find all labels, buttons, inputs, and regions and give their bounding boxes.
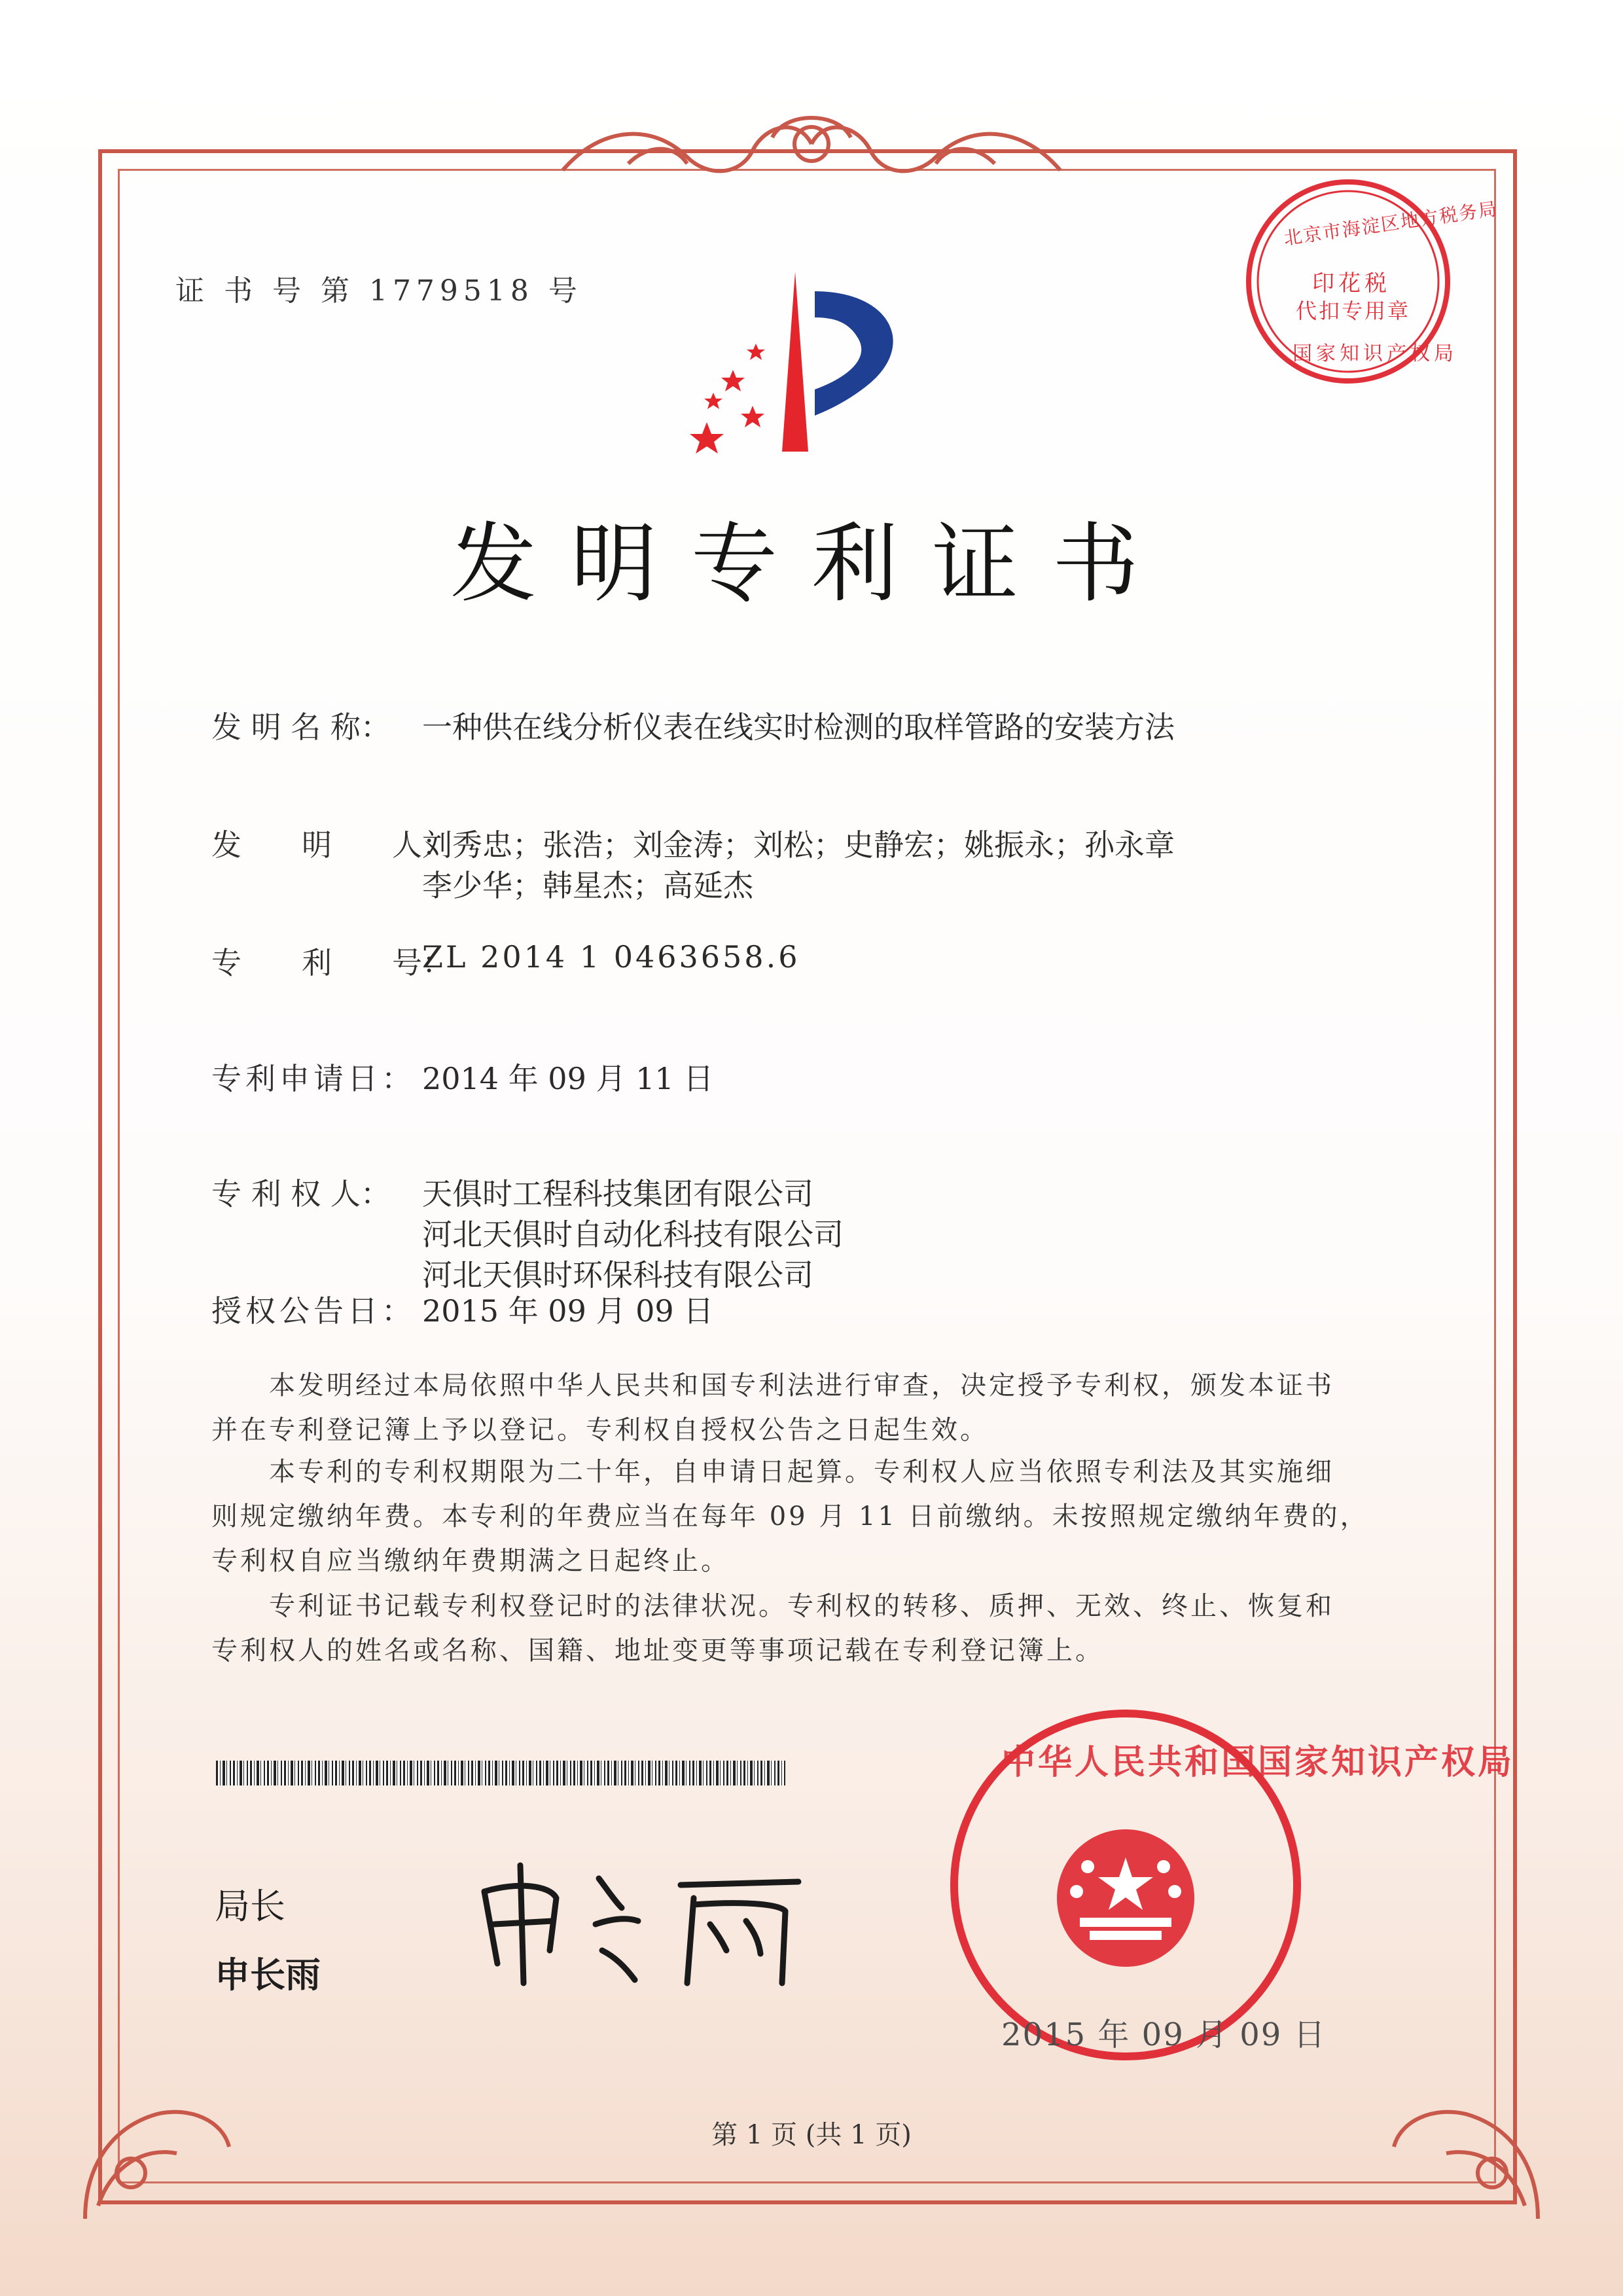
signature-name: 申长雨: [215, 1954, 321, 1996]
patent-number-label: 专 利 号：: [211, 945, 452, 980]
barcode: [216, 1761, 785, 1785]
official-seal-ring-text: 中华人民共和国国家知识产权局: [1001, 1742, 1515, 1782]
tax-seal-top-text: 北京市海淀区地方税务局: [1282, 198, 1499, 249]
inventors-value-line2: 李少华；韩星杰；高延杰: [422, 868, 753, 903]
body-paragraph-1-line-2: 并在专利登记簿上予以登记。专利权自授权公告之日起生效。: [211, 1415, 989, 1445]
invention-name-value: 一种供在线分析仪表在线实时检测的取样管路的安装方法: [422, 709, 1175, 745]
body-paragraph-3-line-1: 专利证书记载专利权登记时的法律状况。专利权的转移、质押、无效、终止、恢复和: [211, 1591, 1334, 1621]
tax-seal-bottom-text: 国家知识产权局: [1293, 342, 1457, 365]
body-paragraph-1: [211, 1363, 1376, 1452]
handwritten-signature: [458, 1852, 825, 1996]
grant-date-value: 2015 年 09 月 09 日: [422, 1293, 714, 1329]
signature-title: 局长: [215, 1886, 285, 1927]
certificate-title: 发明专利证书: [450, 514, 1173, 615]
body-paragraph-3-line-2: 专利权人的姓名或名称、国籍、地址变更等事项记载在专利登记簿上。: [211, 1636, 1104, 1666]
corner-ornament-bottom-right: [1381, 2088, 1551, 2232]
body-paragraph-1-line-1: 本发明经过本局依照中华人民共和国专利法进行审查，决定授予专利权，颁发本证书: [211, 1371, 1334, 1401]
tax-seal-center-line1: 印花税: [1312, 270, 1391, 296]
patent-number-value: ZL 2014 1 0463658.6: [422, 939, 800, 975]
grant-date-label: 授权公告日：: [211, 1293, 416, 1329]
corner-ornament-bottom-left: [72, 2088, 242, 2232]
official-seal-date: 2015 年 09 月 09 日: [1001, 2017, 1327, 2053]
filing-date-value: 2014 年 09 月 11 日: [422, 1061, 714, 1096]
patentee-value-2: 河北天俱时自动化科技有限公司: [422, 1217, 844, 1252]
inventors-value-line1: 刘秀忠；张浩；刘金涛；刘松；史静宏；姚振永；孙永章: [422, 827, 1175, 863]
body-paragraph-3: [211, 1584, 1376, 1673]
patent-office-logo-icon: [674, 265, 936, 461]
body-paragraph-2-line-1: 本专利的专利权期限为二十年，自申请日起算。专利权人应当依照专利法及其实施细: [211, 1457, 1334, 1487]
patentee-label: 专 利 权 人：: [211, 1176, 391, 1211]
body-paragraph-2: [211, 1450, 1376, 1583]
tax-seal-center-line2: 代扣专用章: [1296, 298, 1411, 323]
patentee-value-3: 河北天俱时环保科技有限公司: [422, 1257, 813, 1293]
body-paragraph-2-line-3: 专利权自应当缴纳年费期满之日起终止。: [211, 1546, 730, 1576]
top-ornament: [550, 98, 1073, 196]
inventors-label: 发 明 人：: [211, 827, 452, 863]
patentee-value-1: 天俱时工程科技集团有限公司: [422, 1176, 813, 1211]
invention-name-label: 发 明 名 称：: [211, 709, 391, 745]
page-footer: 第 1 页 (共 1 页): [711, 2120, 912, 2150]
certificate-number: 证 书 号 第 1779518 号: [175, 274, 582, 308]
filing-date-label: 专利申请日：: [211, 1061, 416, 1096]
body-paragraph-2-line-2: 则规定缴纳年费。本专利的年费应当在每年 09 月 11 日前缴纳。未按照规定缴纳年费的，: [211, 1501, 1369, 1532]
